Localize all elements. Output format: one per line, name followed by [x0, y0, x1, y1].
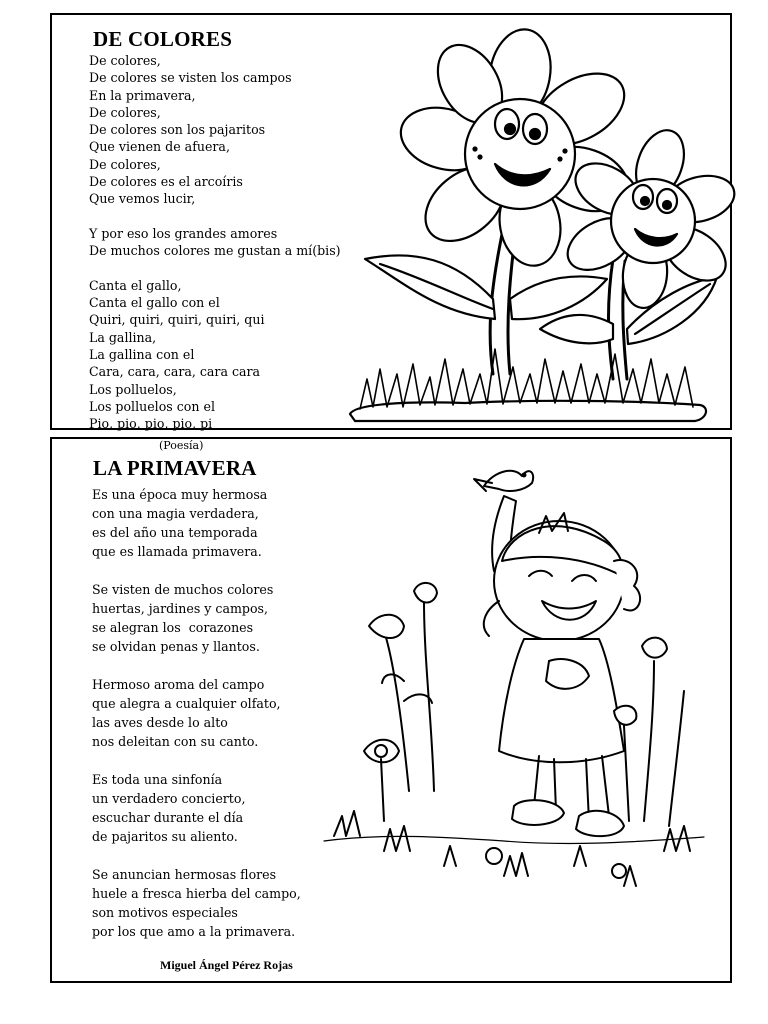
poem-line: huertas, jardines y campos, — [92, 601, 269, 616]
poem-card-de-colores — [50, 13, 732, 430]
poem-line: Pio, pio, pio, pio, pi — [89, 416, 213, 432]
poem-line: huele a fresca hierba del campo, — [92, 886, 301, 901]
poem-line: un verdadero concierto, — [92, 791, 246, 806]
poem-line: Y por eso los grandes amores — [89, 225, 278, 241]
stanza-gap — [92, 846, 301, 865]
poem-line: escuchar durante el día — [92, 810, 244, 825]
poem-line: De colores, — [89, 156, 161, 172]
stanza-gap — [92, 656, 301, 675]
poem-title: LA PRIMAVERA — [93, 456, 257, 480]
poem-line: Quiri, quiri, quiri, quiri, qui — [89, 312, 265, 328]
poem-line: La gallina con el — [89, 347, 195, 363]
poem-title: DE COLORES — [93, 27, 233, 51]
poem-line: De muchos colores me gustan a mí(bis) — [89, 243, 341, 259]
poem-line: Canta el gallo, — [89, 277, 182, 293]
poem-line: Canta el gallo con el — [89, 295, 220, 311]
poem-line: de pajaritos su aliento. — [92, 829, 238, 844]
poem-line: Que vemos lucir, — [89, 191, 196, 207]
poem-line: Los polluelos con el — [89, 398, 215, 414]
poem-body — [92, 485, 301, 941]
poem-line: Se anuncian hermosas flores — [92, 867, 277, 882]
stanza-gap — [89, 208, 341, 225]
poem-line: Cara, cara, cara, cara cara — [89, 364, 261, 380]
poem-line: De colores es el arcoíris — [89, 174, 243, 190]
poem-line: nos deleitan con su canto. — [92, 734, 259, 749]
poem-line: las aves desde lo alto — [92, 715, 228, 730]
poem-line: De colores, — [89, 53, 161, 68]
genre-note: (Poesía) — [159, 439, 204, 452]
stanza-gap — [92, 751, 301, 770]
poem-card-la-primavera — [50, 437, 732, 983]
poem-line: De colores se visten los campos — [89, 70, 292, 86]
poem-line: Se visten de muchos colores — [92, 582, 274, 597]
poem-line: con una magia verdadera, — [92, 506, 259, 521]
poem-line: Hermoso aroma del campo — [92, 677, 265, 692]
stanza-gap — [89, 260, 341, 277]
poem-line: De colores son los pajaritos — [89, 122, 266, 138]
poem-line: se olvidan penas y llantos. — [92, 639, 260, 654]
poem-line: que es llamada primavera. — [92, 544, 262, 559]
stanza-gap — [92, 561, 301, 580]
poem-line: que alegra a cualquier olfato, — [92, 696, 281, 711]
smiling-flowers-icon — [345, 29, 725, 425]
poem-line: son motivos especiales — [92, 905, 238, 920]
poem-line: es del año una temporada — [92, 525, 258, 540]
poem-body — [89, 52, 341, 433]
poem-line: La gallina, — [89, 329, 157, 345]
poem-line: Es toda una sinfonía — [92, 772, 223, 787]
poem-line: por los que amo a la primavera. — [92, 924, 296, 939]
poem-line: De colores, — [89, 104, 161, 120]
poem-line: Los polluelos, — [89, 381, 177, 397]
poem-line: En la primavera, — [89, 87, 196, 103]
poem-line: Es una época muy hermosa — [92, 487, 268, 502]
poem-line: Que vienen de afuera, — [89, 139, 230, 155]
girl-with-bird-and-flowers-icon — [324, 461, 714, 905]
author-name: Miguel Ángel Pérez Rojas — [160, 958, 293, 972]
poem-line: se alegran los corazones — [92, 620, 254, 635]
